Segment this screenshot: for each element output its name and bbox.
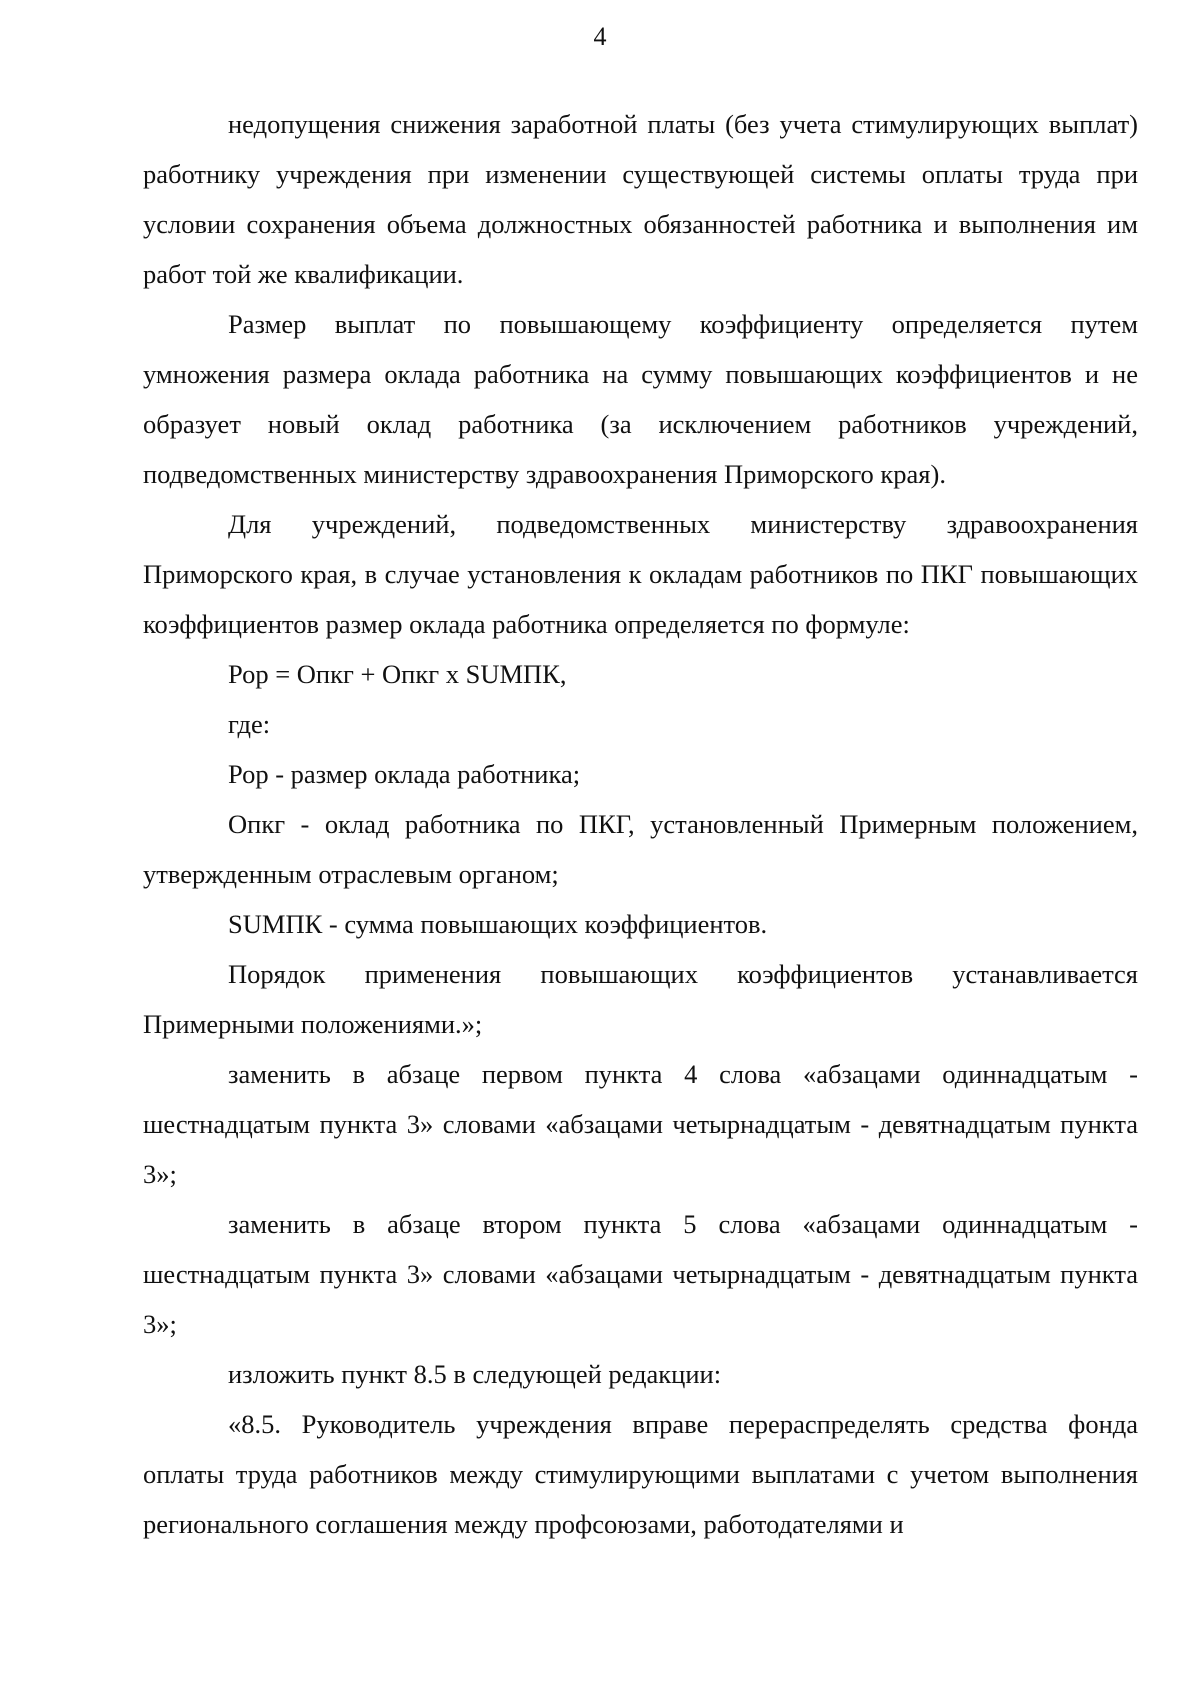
- page-number: 4: [593, 22, 607, 51]
- paragraph: «8.5. Руководитель учреждения вправе перераспределять средства фонда оплаты труда работников между стимулирующими выплатами с учетом выполнения регионального соглашения между профсоюзами, работодателями и: [143, 1409, 1138, 1539]
- paragraph: Рор - размер оклада работника;: [228, 759, 581, 789]
- paragraph: SUMПК - сумма повышающих коэффициентов.: [228, 909, 768, 939]
- formula: Рор = Опкг + Опкг х SUMПК,: [228, 659, 567, 689]
- paragraph: Порядок применения повышающих коэффициентов устанавливается Примерными положениями.»;: [143, 959, 1138, 1039]
- document-body: [143, 99, 1138, 1549]
- paragraph: заменить в абзаце втором пункта 5 слова «абзацами одиннадцатым - шестнадцатым пункта 3» словами «абзацами четырнадцатым - девятнадцатым пункта 3»;: [143, 1209, 1138, 1339]
- paragraph: недопущения снижения заработной платы (без учета стимулирующих выплат) работнику учреждения при изменении существующей системы оплаты труда при условии сохранения объема должностных обязанностей работника и выполнения им работ той же квалификации.: [143, 109, 1138, 289]
- paragraph: изложить пункт 8.5 в следующей редакции:: [228, 1359, 722, 1389]
- paragraph: заменить в абзаце первом пункта 4 слова «абзацами одиннадцатым - шестнадцатым пункта 3» словами «абзацами четырнадцатым - девятнадцатым пункта 3»;: [143, 1059, 1138, 1189]
- paragraph: Опкг - оклад работника по ПКГ, установленный Примерным положением, утвержденным отраслевым органом;: [143, 809, 1138, 889]
- paragraph: Для учреждений, подведомственных министерству здравоохранения Приморского края, в случае установления к окладам работников по ПКГ повышающих коэффициентов размер оклада работника определяется по формуле:: [143, 509, 1138, 639]
- paragraph: Размер выплат по повышающему коэффициенту определяется путем умножения размера оклада работника на сумму повышающих коэффициентов и не образует новый оклад работника (за исключением работников учреждений, подведомственных министерству здравоохранения Приморского края).: [143, 309, 1138, 489]
- paragraph: где:: [228, 709, 271, 739]
